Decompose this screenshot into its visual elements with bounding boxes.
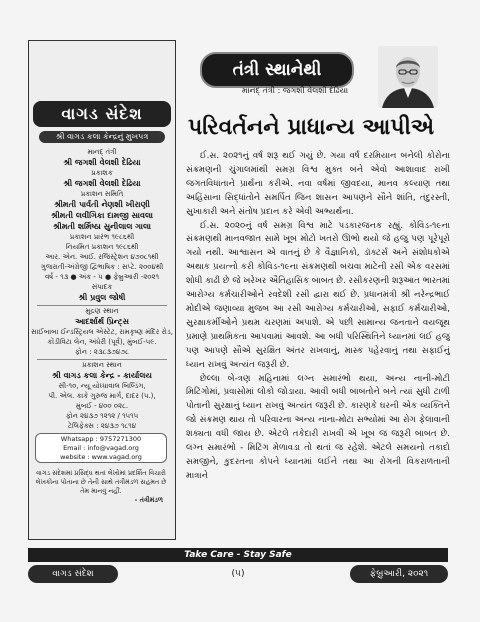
article-headline: પરિવર્તનને પ્રાધાન્ય આપીએ xyxy=(188,115,435,140)
office-line: સી-૧૦, ન્યૂ યોધ્ધાવાલ બિલ્ડિંગ, xyxy=(58,382,146,390)
office-info xyxy=(31,361,173,431)
slogan-bar: Take Care - Stay Safe xyxy=(28,548,448,562)
printer-name: આદર્શાર્થ પ્રિન્ટ્સ xyxy=(75,317,129,326)
office-line: પી. એલ. કાકે ગુરુજ માર્ગ, દાદર (પ.), xyxy=(48,392,156,400)
issue-line: વર્ષ - ૧૩ ● અંક - ૫ ● ફેબ્રુઆરી -૨૦૨૧ xyxy=(44,273,160,281)
committee-member: શ્રીમતી પાર્વતી નેણશી ખીરાણી xyxy=(54,200,150,209)
credit-sampadak xyxy=(31,283,173,303)
masthead-subtitle: શ્રી વાગડ કલા કેન્દ્રનું મુખપત્ર xyxy=(39,131,165,143)
footer-issue-date: ફેબ્રુઆરી, ૨૦૨૧ xyxy=(350,565,448,583)
disclaimer-sign: - તંત્રીમંડળ xyxy=(134,496,163,504)
website-url: website : www.vagad.org xyxy=(60,453,142,461)
printer-line: કોંડીવિટા લેન, અંધેરી (પૂર્વ), મુંબઈ-૫૯. xyxy=(47,338,157,346)
article-paragraph: ઈ.સ. ૨૦૨૧નું વર્ષ શરૂ થઈ ગયું છે. ગયા વર્ષ દરમિયાન બનેલી કોરોના સંક્રમણની ચુંગાલમાંથી સમગ્ર વિશ્વ મુક્ત બને એવો આશાવાદ રાખી જગતવિધાતાને પ્રાર્થના કરીએ. નવા વર્ષમાં જીવદયા, માનવ કલ્યાણ તથા અહિંસાના સિદ્ધાંતોને સમર્પિત જિન શાસન આપણને સૌને શાંતિ, તંદુરસ્તી, સુખાકારી અને સંતોષ પ્રદાન કરે એવી અભ્યર્થના. xyxy=(186,151,450,217)
registration-line: નિયમિત પ્રકાશન ૧૯૮૬થી xyxy=(65,243,139,251)
credit-role: મુદ્રણ સ્થાન xyxy=(85,307,119,315)
credit-name: શ્રી જગશી વેલશી દેઢિયા xyxy=(63,179,141,188)
credit-editor xyxy=(31,148,173,168)
editor-portrait xyxy=(378,46,438,108)
editorial-banner: તંત્રી સ્થાનેથી xyxy=(200,52,354,88)
registration-line: આર. એન. આઈ. રજિસ્ટ્રેશન ૪૭૦૮૧થી xyxy=(45,253,159,261)
credit-publisher xyxy=(31,169,173,189)
whatsapp-number: Whatsapp : 9757271300 xyxy=(60,435,142,443)
article-paragraph: ઈ.સ. ૨૦૨૦નું વર્ષ સમગ્ર વિશ્વ માટે પડકારજનક રહ્યું. કોવિડ-૧૯ના સંક્રમણથી માનવજાત સામે ખૂબ મોટો ખતરો ઊભો થયો જે હજુ પણ પૂરેપૂરો ગયો નથી. આશ્વાસન એ વાતનું છે કે વૈજ્ઞાનિકો, ડૉક્ટર્સ અને સંશોધકોએ અથાક પ્રયત્નો કરી કોવિડ-૧૯ના સંક્રમણથી બચવા માટેની રસી એક વરસમાં શોધી કાઢી છે જે ખરેખર ઐતિહાસિક બાબત છે. રસીકરણની શરૂઆત ભારતમાં આરોગ્ય કર્મચારીઓને રવદેશી રસી દ્વારા થઈ છે. પ્રધાનમંત્રી શ્રી નરેન્દ્રભાઈ મોદીએ જણાવ્યા મુજબ આ રસી આરોગ્ય કર્મચારીઓ, સફાઈ કર્મચારીઓ, સુરક્ષાકર્મીઓને પ્રથમ ચરણમાં અપાશે. એ પછી સામાન્ય જનતાને વયજૂથ પ્રમાણે પ્રાથમિકતા આપવામાં આવશે. આ બધી પરિસ્થિતિને ધ્યાનમાં લઈ હજુ પણ આપણે સૌએ સુરક્ષિત અંતર રાખવાનું, માસ્ક પહેરવાનું તથા સફાઈનું ધ્યાન રાખવું અત્યંત જરૂરી છે. xyxy=(186,220,450,370)
masthead-title: વાગડ સંદેશ xyxy=(33,101,171,127)
credit-committee xyxy=(31,190,173,232)
credits-column xyxy=(28,40,176,540)
credit-role: પ્રકાશક xyxy=(91,169,113,177)
credits-list xyxy=(31,147,173,431)
divider xyxy=(37,359,168,360)
page-footer xyxy=(28,565,448,583)
office-line: મુંબઈ - ૪૦૦ ૦૨૮. xyxy=(75,402,129,410)
footer-magazine-name: વાગડ સંદેશ xyxy=(28,565,118,583)
registration-line: ગુજરાતી-અંગ્રેજી દ્વિભાષિક : સપ્ટે. ૨૦૦૪થી xyxy=(40,263,164,271)
divider xyxy=(37,305,168,306)
credit-name: શ્રી જગશી વેલશી દેઢિયા xyxy=(63,158,141,167)
disclaimer-note xyxy=(35,469,167,505)
credit-name: શ્રી પ્રવુલ જોષી xyxy=(78,293,126,302)
printer-line: સાઈબાબા ઈન્ડસ્ટ્રિયલ એસ્ટેટ, રામકૃષ્ણ મંદિર રોડ, xyxy=(31,328,173,336)
disclaimer-text: વાગડ સંદેશમાં પ્રસિદ્ધ થતાં લેખોમાં પ્રદર્શિત વિચારો લેખકોના પોતાના છે તેની સાથે તંત્રીમંડળ સહમત છે તેમ માનવું નહીં. xyxy=(35,469,167,495)
printer-line: ફોન : ૨૩૮૩૭૪૭૮ xyxy=(75,348,129,356)
committee-member: શ્રીમતી શર્મિષ્ઠા સુનીલાલ ગાલા xyxy=(53,222,151,231)
page-number: (૫) xyxy=(231,569,245,579)
credit-role: માનદ્ તંત્રી xyxy=(87,148,117,156)
credit-role: પ્રકાશન સમિતિ xyxy=(80,190,124,198)
office-line: ફોન ૨૪૩૭ ૧૨૧૨ / ૧૫૧૫ xyxy=(65,412,139,420)
article-body xyxy=(186,150,450,546)
email-address: Email : info@vagad.org xyxy=(63,444,139,452)
editorial-editor-line: માનદ્ તંત્રી : જગશી વેલશી દેઢિયા xyxy=(241,86,349,95)
committee-member: શ્રીમતી લવીંગિકા દામજી સાવલા xyxy=(51,211,153,220)
credit-role: પ્રકાશન સ્થાન xyxy=(82,361,122,369)
office-name: શ્રી વાગડ કલા કેન્દ્ર - કાર્યાલય xyxy=(52,371,152,380)
contact-box xyxy=(35,433,167,463)
portrait-image xyxy=(378,46,438,108)
printer-info xyxy=(31,307,173,357)
registration-line: પ્રકાશન પ્રારંભ ૧૯૮૬થી xyxy=(69,233,135,241)
office-line: ટેલિફેક્સ : ૨૪૩૭ ૧૮૧૪ xyxy=(67,422,137,430)
article-paragraph: છેલ્લા બે-ત્રણ મહિનામાં લગ્ન સમારંભો થયા, અન્ય નાની-મોટી મિટિંગોમાં, પ્રવાસોમાં લોકો જોડાયા. આવી બધી બાબતોને બને ત્યાં સુધી ટાળી પોતાની સુરક્ષાનું ધ્યાન રાખવું અત્યંત જરૂરી છે. કારણકે ઘરની એક વ્યક્તિને જો સંક્રમણ થાય તો પરિવારના અન્ય નાના-મોટા સભ્યોમાં આ રોગ ફેલાવાની શક્યતા વધી જાય છે. એટલે તકેદારી રાખવી એ ખૂબ જ જરૂરી બાબત છે. લગ્ન સમારંભો - મિટિંગ મેળાવડા તો થતાં જ રહેશે. એટલે સમયનો તકાદો સમજીને, કુદરતના કોપને ધ્યાનમાં લઈને તથા આ રોગની વિકરાળતાની માત્રાને xyxy=(186,373,450,481)
credit-role: સંપાદક xyxy=(91,283,113,291)
registration-info xyxy=(31,232,173,282)
